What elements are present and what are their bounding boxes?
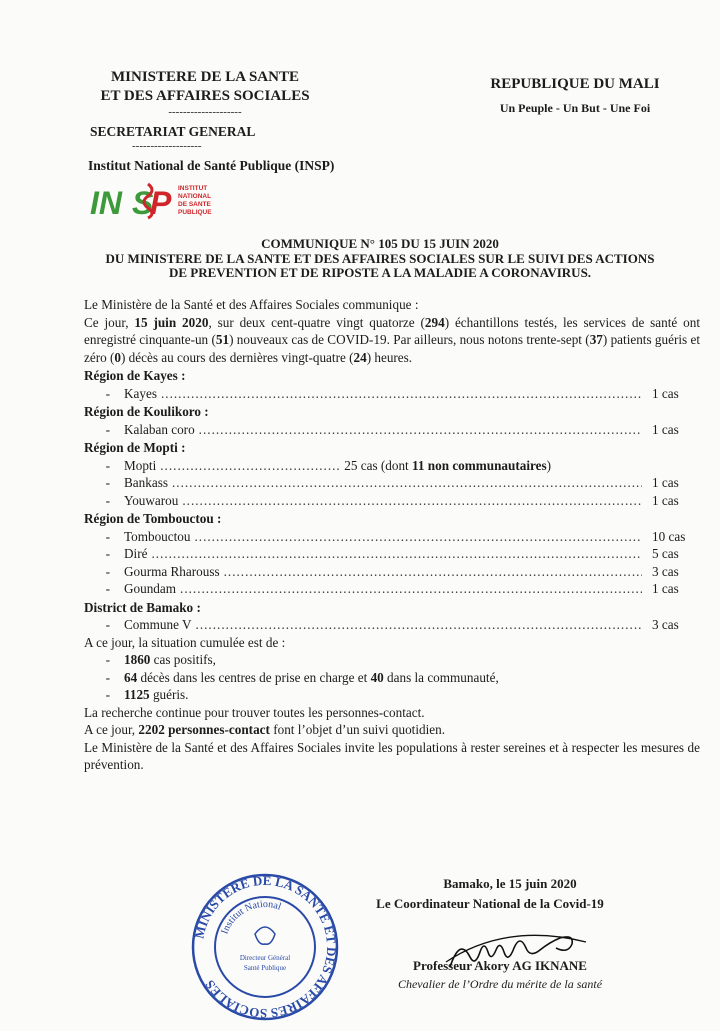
region-heading: Région de Mopti : <box>84 440 186 455</box>
case-count-text: 3 cas <box>652 563 679 579</box>
case-count <box>652 421 700 439</box>
stamp-inner-text: Institut National <box>219 898 283 936</box>
region-heading: Région de Tombouctou : <box>84 511 222 526</box>
total-deaths-community: 40 <box>370 669 384 685</box>
title-line1: COMMUNIQUE N° 105 DU 15 JUIN 2020 <box>261 236 499 251</box>
locality-name: Kalaban coro <box>124 421 195 437</box>
case-count-text: 10 cas <box>652 528 686 544</box>
closing-text: A ce jour, <box>84 722 139 737</box>
cumulative-intro: A ce jour, la situation cumulée est de : <box>84 634 286 650</box>
bullet: - <box>105 563 110 579</box>
summary-text: cas positifs, <box>150 652 216 667</box>
bullet: - <box>105 528 110 544</box>
case-count-text: 1 cas <box>652 581 679 596</box>
dot-leader <box>194 528 642 546</box>
locality-name: Youwarou <box>124 492 179 508</box>
locality-name: Bankass <box>124 475 168 490</box>
case-count <box>652 616 700 634</box>
case-count-text: 1 cas <box>652 475 679 490</box>
title-line2: DU MINISTERE DE LA SANTE ET DES AFFAIRES SOCIALES SUR LE SUIVI DES ACTIONS <box>105 250 655 266</box>
summary-text: décès dans les centres de prise en charge et <box>137 669 371 685</box>
case-count-text: 5 cas <box>652 546 679 561</box>
separator: -------------------- <box>168 106 242 118</box>
summary-item <box>84 686 700 704</box>
case-count <box>652 385 700 403</box>
case-count <box>652 492 700 510</box>
locality-row <box>84 545 700 563</box>
bullet: - <box>105 421 110 437</box>
deaths-count: 0 <box>114 349 121 365</box>
locality-name: Mopti <box>124 457 157 473</box>
case-count <box>652 563 700 581</box>
communique-title <box>80 237 680 281</box>
para-text: ) nouveaux cas de COVID-19. Par ailleurs, nous notons trente-sept ( <box>229 332 590 347</box>
hours-count: 24 <box>353 349 367 365</box>
summary-item <box>84 651 700 669</box>
bullet: - <box>105 546 110 561</box>
locality-name: Gourma Rharouss <box>124 563 220 579</box>
dot-leader <box>161 385 642 403</box>
dot-leader <box>182 492 642 510</box>
region-heading: Région de Kayes : <box>84 368 186 383</box>
locality-name: Diré <box>124 546 148 561</box>
new-cases-count: 51 <box>215 332 230 347</box>
signatory-name: Professeur Akory AG IKNANE <box>413 958 587 973</box>
logo-letter-s: S <box>132 185 154 221</box>
locality-name: Goundam <box>124 581 177 596</box>
bullet: - <box>105 617 110 632</box>
signatory-distinction: Chevalier de l’Ordre du mérite de la santé <box>397 977 603 991</box>
para-text: ) échantillons testés, les services de santé ont enregistré cinquante-un ( <box>84 314 700 347</box>
closing-line1: La recherche continue pour trouver toutes les personnes-contact. <box>84 704 425 720</box>
summary-item <box>84 669 700 687</box>
intro-line: Le Ministère de la Santé et des Affaires Sociales communique : <box>84 297 419 312</box>
case-count <box>344 457 551 475</box>
place-date: Bamako, le 15 juin 2020 <box>443 876 577 891</box>
country-motto: Un Peuple - Un But - Une Foi <box>499 101 651 115</box>
logo-text-2: NATIONAL <box>178 193 212 200</box>
closing-text: font l’objet d’un suivi quotidien. <box>269 722 445 737</box>
dot-leader <box>196 616 642 634</box>
locality-row <box>84 457 700 475</box>
country-name: REPUBLIQUE DU MALI <box>490 76 660 92</box>
insp-logo <box>88 180 228 222</box>
para-text: Ce jour, <box>84 314 135 330</box>
bullet: - <box>105 385 110 401</box>
para-text: , sur deux cent-quatre vingt quatorze ( <box>208 314 425 330</box>
case-count <box>652 580 700 598</box>
case-count-text: 1 cas <box>652 385 679 401</box>
title-line3: DE PREVENTION ET DE RIPOSTE A LA MALADIE A CORONAVIRUS. <box>168 265 592 280</box>
para-text: ) patients guéris et zéro ( <box>84 332 700 365</box>
case-count-text: 3 cas <box>652 617 679 632</box>
regions-list <box>84 367 700 634</box>
stamp-outer-text: MINISTERE DE LA SANTE ET DES AFFAIRES SOCIALES <box>191 872 340 1022</box>
republic-header <box>470 76 680 116</box>
daily-summary-paragraph <box>84 314 700 367</box>
dot-leader <box>160 457 340 475</box>
locality-row <box>84 474 700 492</box>
bullet: - <box>105 475 110 490</box>
logo-letter-p: P <box>150 185 172 221</box>
locality-name: Commune V <box>124 617 192 632</box>
bullet: - <box>105 492 110 508</box>
total-deaths-centres: 64 <box>124 669 138 685</box>
locality-row <box>84 492 700 510</box>
region-heading: Région de Koulikoro : <box>84 404 209 419</box>
bullet: - <box>105 669 110 685</box>
non-community-cases: 11 non communautaires <box>412 457 547 473</box>
locality-row <box>84 421 700 439</box>
case-count-text: 1 cas <box>652 421 679 437</box>
ministry-header <box>60 68 350 118</box>
para-text: ) heures. <box>366 349 413 365</box>
bullet: - <box>105 687 110 702</box>
case-count <box>652 474 700 492</box>
dot-leader <box>172 474 642 492</box>
bullet: - <box>105 581 110 596</box>
closing-line3: Le Ministère de la Santé et des Affaires Sociales invite les populations à rester sereines et à respecter les mesures de prévention. <box>84 739 700 772</box>
dot-leader <box>199 421 642 439</box>
handwritten-signature <box>440 922 610 982</box>
locality-row <box>84 580 700 598</box>
signatory-role: Le Coordinateur National de la Covid-19 <box>376 896 604 911</box>
region-heading: District de Bamako : <box>84 599 201 615</box>
secretariat-label: SECRETARIAT GENERAL <box>90 124 256 139</box>
locality-row <box>84 528 700 546</box>
stamp-inner-ring <box>215 897 315 997</box>
total-recovered: 1125 <box>124 687 150 702</box>
case-count <box>652 528 700 546</box>
case-count <box>652 545 700 563</box>
bullet: - <box>105 652 110 667</box>
stamp-center-2: Santé Publique <box>243 964 287 972</box>
case-count-end: ) <box>546 457 552 473</box>
recovered-count: 37 <box>589 332 603 347</box>
logo-text-1: INSTITUT <box>178 185 208 192</box>
logo-text-4: PUBLIQUE <box>178 209 212 216</box>
locality-name: Tombouctou <box>124 528 191 544</box>
locality-row <box>84 385 700 403</box>
total-positive: 1860 <box>124 652 151 667</box>
case-count-text: 25 cas (dont <box>344 457 413 473</box>
dot-leader <box>151 545 642 563</box>
dot-leader <box>224 563 642 581</box>
closing-line2 <box>84 721 700 739</box>
para-date: 15 juin 2020 <box>134 314 209 330</box>
locality-row <box>84 616 700 634</box>
dot-leader <box>180 580 642 598</box>
contacts-count: 2202 personnes-contact <box>138 722 270 737</box>
locality-row <box>84 563 700 581</box>
institute-label: Institut National de Santé Publique (INSP) <box>88 158 335 173</box>
separator-2: ------------------- <box>132 140 202 152</box>
locality-name: Kayes <box>124 385 157 401</box>
para-text: ) décès au cours des dernières vingt-quatre ( <box>120 349 354 365</box>
logo-letter-in: IN <box>90 185 122 221</box>
case-count-text: 1 cas <box>652 492 679 508</box>
communique-body <box>84 296 700 774</box>
logo-text-3: DE SANTE <box>178 201 211 208</box>
stamp-center-1: Directeur Général <box>239 954 291 962</box>
stamp-emblem <box>255 927 275 944</box>
samples-count: 294 <box>424 314 445 330</box>
summary-text: dans la communauté, <box>383 669 499 685</box>
ministry-line1: MINISTERE DE LA SANTE <box>111 69 299 85</box>
ministry-line2: ET DES AFFAIRES SOCIALES <box>100 88 310 104</box>
bullet: - <box>105 457 110 473</box>
official-stamp <box>190 872 340 1022</box>
summary-text: guéris. <box>149 687 189 702</box>
